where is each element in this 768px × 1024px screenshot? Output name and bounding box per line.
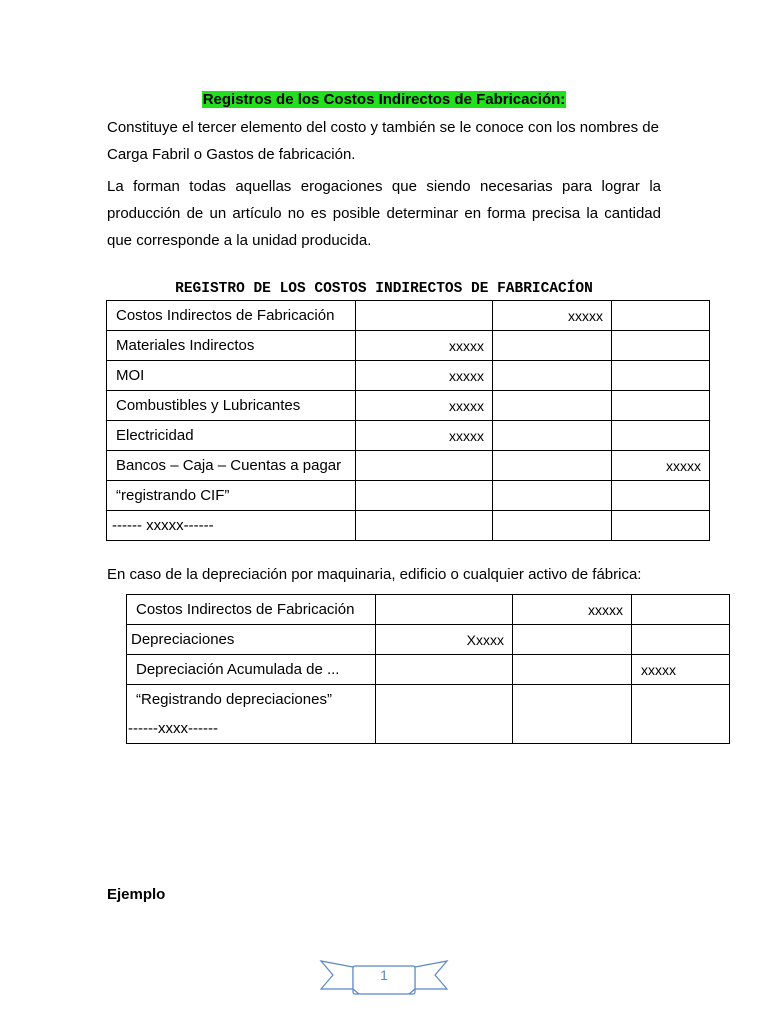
section-heading xyxy=(0,91,768,108)
table-row xyxy=(127,625,730,655)
table-row xyxy=(127,595,730,625)
account-cell: Electricidad xyxy=(107,421,356,451)
partial-cell xyxy=(376,595,513,625)
table-row xyxy=(107,331,710,361)
debit-cell: xxxxx xyxy=(493,301,612,331)
table-row xyxy=(107,361,710,391)
depreciation-table xyxy=(126,594,730,744)
partial-cell: xxxxx xyxy=(356,361,493,391)
partial-cell xyxy=(356,481,493,511)
partial-cell: xxxxx xyxy=(356,331,493,361)
credit-cell xyxy=(612,481,710,511)
account-cell: MOI xyxy=(107,361,356,391)
partial-cell xyxy=(356,511,493,541)
debit-cell xyxy=(493,421,612,451)
paragraph-description: La forman todas aquellas erogaciones que siendo necesarias para lograr la producción de un artículo no es posible determinar en forma precisa la cantidad que corresponde a la unidad producida. xyxy=(107,178,661,249)
memo-text: “Registrando depreciaciones” xyxy=(136,691,332,708)
debit-cell xyxy=(493,451,612,481)
credit-cell: xxxxx xyxy=(632,655,730,685)
debit-cell: xxxxx xyxy=(513,595,632,625)
account-cell: “registrando CIF” xyxy=(107,481,356,511)
account-cell: ------ xxxxx------ xyxy=(107,511,356,541)
credit-cell xyxy=(612,391,710,421)
partial-cell: Xxxxx xyxy=(376,625,513,655)
partial-cell xyxy=(376,685,513,744)
account-cell xyxy=(127,685,376,744)
heading-highlight: Registros de los Costos Indirectos de Fabricación: xyxy=(202,91,566,108)
credit-cell xyxy=(612,361,710,391)
debit-cell xyxy=(513,655,632,685)
depreciation-intro: En caso de la depreciación por maquinaria, edificio o cualquier activo de fábrica: xyxy=(107,566,642,583)
separator-text: ------xxxx------ xyxy=(128,720,218,737)
table-row xyxy=(107,511,710,541)
debit-cell xyxy=(493,511,612,541)
account-cell: Costos Indirectos de Fabricación xyxy=(107,301,356,331)
table-row xyxy=(107,451,710,481)
table1-title: REGISTRO DE LOS COSTOS INDIRECTOS DE FABRICACÍON xyxy=(175,281,593,297)
debit-cell xyxy=(493,481,612,511)
partial-cell: xxxxx xyxy=(356,391,493,421)
credit-cell xyxy=(632,685,730,744)
account-cell: Bancos – Caja – Cuentas a pagar xyxy=(107,451,356,481)
example-heading: Ejemplo xyxy=(107,886,166,903)
partial-cell: xxxxx xyxy=(356,421,493,451)
debit-cell xyxy=(493,331,612,361)
credit-cell xyxy=(632,595,730,625)
debit-cell xyxy=(513,685,632,744)
partial-cell xyxy=(376,655,513,685)
table-row xyxy=(127,685,730,744)
credit-cell xyxy=(612,511,710,541)
account-cell: Materiales Indirectos xyxy=(107,331,356,361)
table-row xyxy=(127,655,730,685)
cif-register-table xyxy=(106,300,710,541)
credit-cell xyxy=(612,331,710,361)
credit-cell xyxy=(612,301,710,331)
partial-cell xyxy=(356,301,493,331)
debit-cell xyxy=(513,625,632,655)
debit-cell xyxy=(493,391,612,421)
account-cell: Combustibles y Lubricantes xyxy=(107,391,356,421)
table-row xyxy=(107,391,710,421)
account-cell: Costos Indirectos de Fabricación xyxy=(127,595,376,625)
credit-cell: xxxxx xyxy=(612,451,710,481)
credit-cell xyxy=(632,625,730,655)
table-row xyxy=(107,481,710,511)
credit-cell xyxy=(612,421,710,451)
account-cell: Depreciaciones xyxy=(127,625,376,655)
paragraph-definition: Constituye el tercer elemento del costo y también se le conoce con los nombres de Carga Fabril o Gastos de fabricación. xyxy=(107,119,659,163)
table-row xyxy=(107,421,710,451)
debit-cell xyxy=(493,361,612,391)
partial-cell xyxy=(356,451,493,481)
table-row xyxy=(107,301,710,331)
account-cell: Depreciación Acumulada de ... xyxy=(127,655,376,685)
page-number: 1 xyxy=(380,967,388,983)
